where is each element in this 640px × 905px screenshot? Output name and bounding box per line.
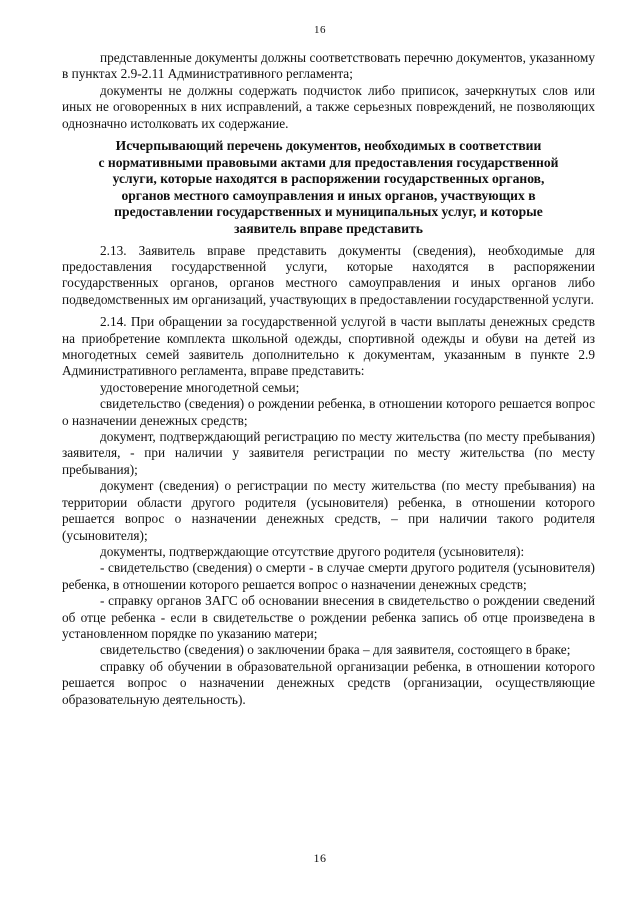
list-item: документ (сведения) о регистрации по месту жительства (по месту пребывания) на территории области другого родителя (усыновителя) ребенка, в отношении которого решается вопрос о назначении денежных средств, – при наличии такого родителя (усыновителя); xyxy=(62,478,595,543)
list-item: удостоверение многодетной семьи; xyxy=(100,379,300,395)
heading-line: органов местного самоуправления и иных органов, участвующих в xyxy=(121,187,536,203)
page-content xyxy=(62,50,595,708)
heading-line: заявитель вправе представить xyxy=(234,221,423,236)
heading-line: Исчерпывающий перечень документов, необходимых в соответствии xyxy=(115,138,542,154)
heading-line: услуги, которые находятся в распоряжении государственных органов, xyxy=(112,171,545,187)
paragraph: документы не должны содержать подчисток либо приписок, зачеркнутых слов или иных не оговоренных в них исправлений, а также серьезных повреждений, не позволяющих однозначно истолковать их содержание. xyxy=(62,82,595,131)
list-item: - свидетельство (сведения) о смерти - в случае смерти другого родителя (усыновителя) ребенка, в отношении которого решается вопрос о назначении денежных средств; xyxy=(62,560,595,592)
section-heading xyxy=(62,138,595,238)
list-item: свидетельство (сведения) о заключении брака – для заявителя, состоящего в браке; xyxy=(100,642,571,658)
paragraph-2-13: 2.13. Заявитель вправе представить документы (сведения), необходимые для предоставления государственной услуги, которые находятся в распоряжении государственных органов, органов местного самоуправления и иных органов либо подведомственных им организаций, участвующих в предоставлении государственной услуги. xyxy=(62,242,595,307)
heading-line: предоставлении государственных и муниципальных услуг, и которые xyxy=(114,204,543,220)
list-item: свидетельство (сведения) о рождении ребенка, в отношении которого решается вопрос о назначении денежных средств; xyxy=(62,396,595,428)
page-number-top: 16 xyxy=(314,24,326,36)
list-item: документ, подтверждающий регистрацию по месту жительства (по месту пребывания) заявителя, - при наличии у заявителя регистрации по месту жительства (по месту пребывания); xyxy=(62,429,595,477)
list-item: справку об обучении в образовательной организации ребенка, в отношении которого решается вопрос о назначении денежных средств (организации, осуществляющие образовательную деятельность). xyxy=(62,658,595,707)
list-item: - справку органов ЗАГС об основании внесения в свидетельство о рождении сведений об отце ребенка - если в свидетельстве о рождении ребенка запись об отце произведена в установленном порядке по указанию матери; xyxy=(62,593,595,641)
paragraph: представленные документы должны соответствовать перечню документов, указанному в пунктах 2.9-2.11 Административного регламента; xyxy=(62,50,595,82)
heading-line: с нормативными правовыми актами для предоставления государственной xyxy=(98,154,559,170)
paragraph-2-14: 2.14. При обращении за государственной услугой в части выплаты денежных средств на приобретение комплекта школьной одежды, спортивной одежды и обуви на детей из многодетных семей заявитель дополнительно к документам, указанным в пункте 2.9 Административного регламента, вправе представить: xyxy=(62,314,595,379)
page-number-bottom: 16 xyxy=(313,851,327,865)
list-item: документы, подтверждающие отсутствие другого родителя (усыновителя): xyxy=(100,543,525,559)
